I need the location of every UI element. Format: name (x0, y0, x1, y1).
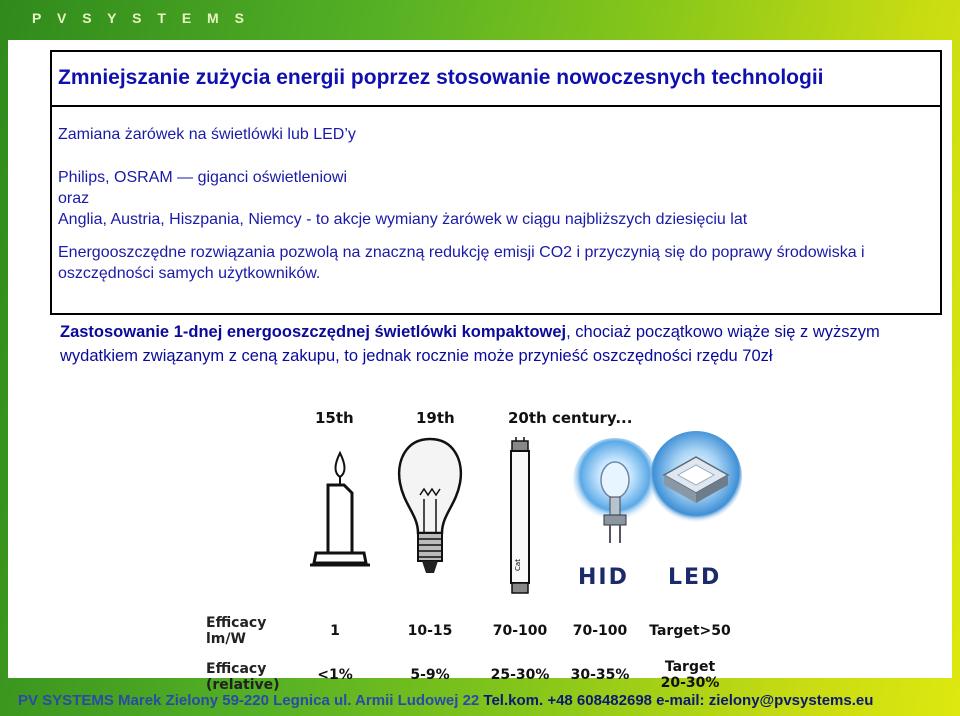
slide-title: Zmniejszanie zużycia energii poprzez stosowanie nowoczesnych technologii (58, 66, 824, 89)
relative-incandescent: 5-9% (410, 667, 450, 683)
relative-row-label: Efficacy (relative) (206, 661, 280, 693)
title-bar (52, 52, 940, 107)
efficacy-led: Target>50 (649, 623, 731, 639)
relative-candle: <1% (317, 667, 353, 683)
efficacy-fluorescent: 70-100 (492, 623, 548, 639)
efficacy-hid: 70-100 (572, 623, 628, 639)
cfl-paragraph-rest: , chociaż początkowo wiąże się z wyższym wydatkiem związanym z ceną zakupu, to jednak rocznie może przynieść oszczędności rzędu 70zł (60, 323, 880, 365)
line-oraz: oraz (58, 190, 90, 207)
intro-box (50, 50, 942, 315)
hid-label: HID (578, 565, 629, 590)
incandescent-bulb-icon (390, 433, 470, 593)
candle-icon (300, 443, 380, 583)
header-brand: P V S Y S T E M S (32, 10, 250, 26)
efficacy-incandescent: 10-15 (407, 623, 453, 639)
line-benefits: Energooszczędne rozwiązania pozwolą na znaczną redukcję emisji CO2 i przyczynią się do poprawy środowiska i oszczędności samych użytkowników. (58, 244, 865, 282)
footer-contact (0, 688, 960, 716)
efficacy-row-label: Efficacy lm/W (206, 615, 267, 647)
hid-lamp-icon (570, 425, 660, 555)
line-countries: Anglia, Austria, Hiszpania, Niemcy - to akcje wymiany żarówek w ciągu najbliższych dziesięciu lat (58, 211, 748, 228)
fluorescent-tube-icon (506, 437, 534, 597)
relative-led: Target 20-30% (660, 659, 720, 691)
lighting-efficacy-figure (190, 403, 742, 693)
footer-phone-email: Tel.kom. +48 608482698 e-mail: zielony@pvsystems.eu (479, 692, 874, 709)
line-manufacturers: Philips, OSRAM — giganci oświetleniowi (58, 169, 347, 186)
tube-label: Cat (514, 559, 522, 571)
efficacy-candle: 1 (330, 623, 340, 639)
led-label: LED (668, 565, 722, 590)
led-chip-icon (650, 425, 742, 535)
relative-fluorescent: 25-30% (490, 667, 550, 683)
relative-hid: 30-35% (570, 667, 630, 683)
header-15th: 15th (315, 409, 354, 427)
line-replacement: Zamiana żarówek na świetlówki lub LED’y (58, 126, 356, 143)
cfl-paragraph (60, 320, 940, 368)
intro-text (58, 124, 928, 284)
header-20th: 20th century... (508, 409, 633, 427)
header-19th: 19th (416, 409, 455, 427)
footer-address: PV SYSTEMS Marek Zielony 59-220 Legnica ul. Armii Ludowej 22 (18, 692, 480, 709)
cfl-paragraph-bold: Zastosowanie 1-dnej energooszczędnej świetlówki kompaktowej (60, 323, 567, 341)
slide-content (8, 40, 952, 693)
